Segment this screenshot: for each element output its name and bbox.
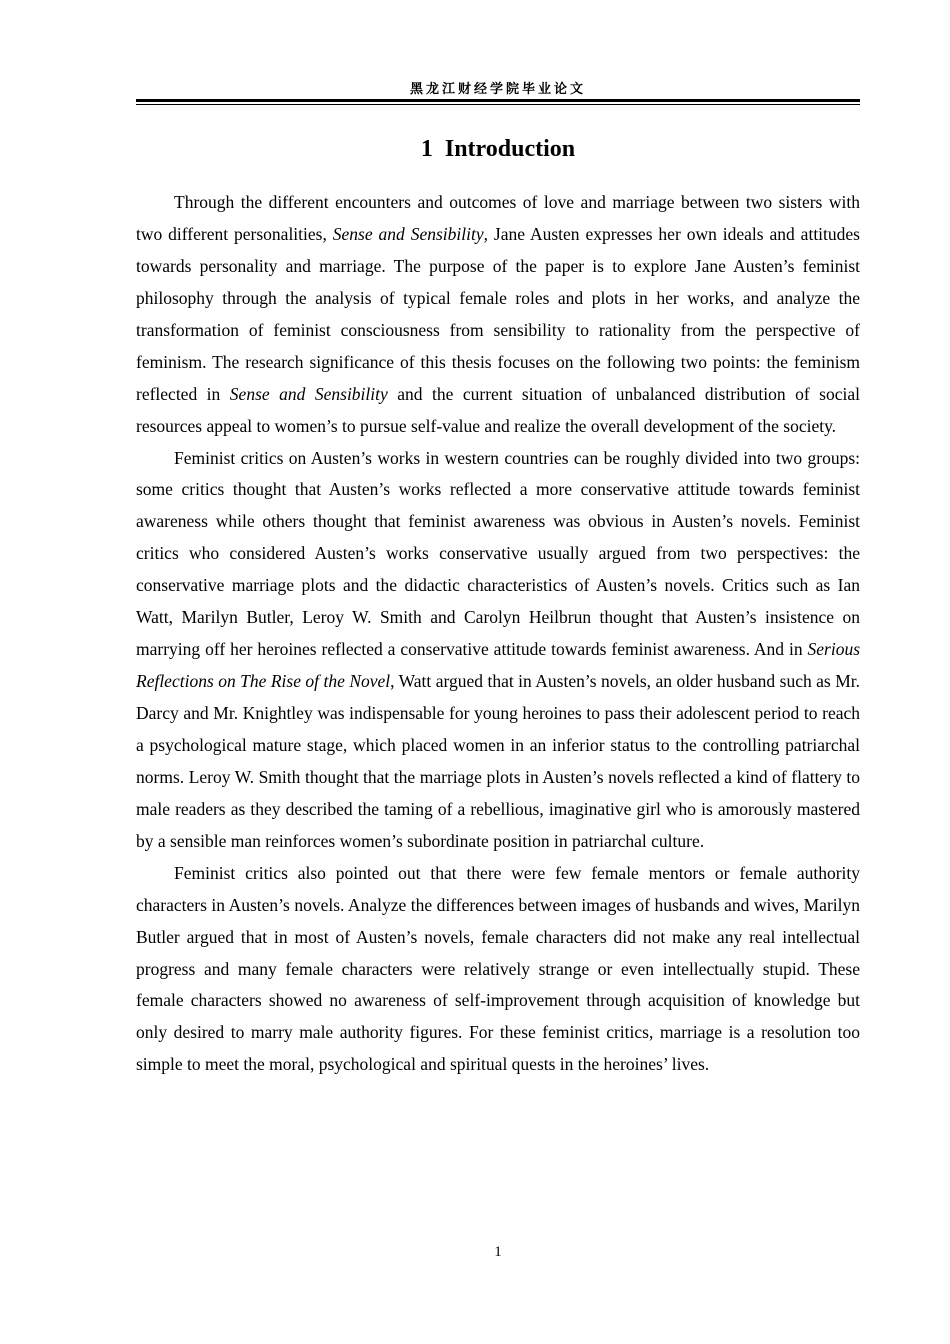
italic-title: Sense and Sensibility bbox=[332, 223, 484, 244]
italic-title: Sense and Sensibility bbox=[229, 383, 388, 404]
page-number: 1 bbox=[494, 1244, 502, 1260]
paragraph-2: Feminist critics on Austen’s works in western countries can be roughly divided into two groups: some critics thought that Austen’s works reflected a more conservative attitude towards feminist awareness while others thought that feminist awareness was obvious in Austen’s novels. Feminist critics who considered Austen’s works conservative usually argued from two perspectives: the conservative marriage plots and the didactic characteristics of Austen’s novels. Critics such as Ian Watt, Marilyn Butler, Leroy W. Smith and Carolyn Heilbrun thought that Austen’s insistence on marrying off her heroines reflected a conservative attitude towards feminist awareness. And in Serious Reflections on The Rise of the Novel, Watt argued that in Austen’s novels, an older husband such as Mr. Darcy and Mr. Knightley was indispensable for young heroines to pass their adolescent period to reach a psychological mature stage, which placed women in an inferior status to the controlling patriarchal norms. Leroy W. Smith thought that the marriage plots in Austen’s novels reflected a kind of flattery to male readers as they described the taming of a rebellious, imaginative girl who is amorously mastered by a sensible man reinforces women’s subordinate position in patriarchal culture. bbox=[136, 447, 860, 851]
body-text bbox=[136, 187, 860, 1081]
running-header: 黑龙江财经学院毕业论文 bbox=[409, 82, 586, 97]
paragraph-1: Through the different encounters and outcomes of love and marriage between two sisters with two different personalities, Sense and Sensibility, Jane Austen expresses her own ideals and attitudes towards personality and marriage. The purpose of the paper is to explore Jane Austen’s feminist philosophy through the analysis of typical female roles and plots in her works, and analyze the transformation of feminist consciousness from sensibility to rationality from the perspective of feminism. The research significance of this thesis focuses on the following two points: the feminism reflected in Sense and Sensibility and the current situation of unbalanced distribution of social resources appeal to women’s to pursue self-value and realize the overall development of the society. bbox=[136, 192, 860, 436]
header-rule-thick bbox=[136, 99, 860, 102]
italic-title: Serious Reflections on The Rise of the Novel bbox=[136, 639, 860, 692]
section-title: Introduction bbox=[444, 136, 576, 162]
paragraph-3: Feminist critics also pointed out that there were few female mentors or female authority characters in Austen’s novels. Analyze the differences between images of husbands and wives, Marilyn Butler argued that in most of Austen’s novels, female characters did not make any real intellectual progress and many female characters were relatively strange or even intellectually stupid. These female characters showed no awareness of self-improvement through acquisition of knowledge but only desired to marry male authority figures. For these feminist critics, marriage is a resolution too simple to meet the moral, psychological and spiritual quests in the heroines’ lives. bbox=[136, 862, 860, 1075]
section-heading bbox=[136, 133, 860, 165]
section-number: 1 bbox=[420, 136, 433, 162]
header-rule-thin bbox=[136, 104, 860, 105]
